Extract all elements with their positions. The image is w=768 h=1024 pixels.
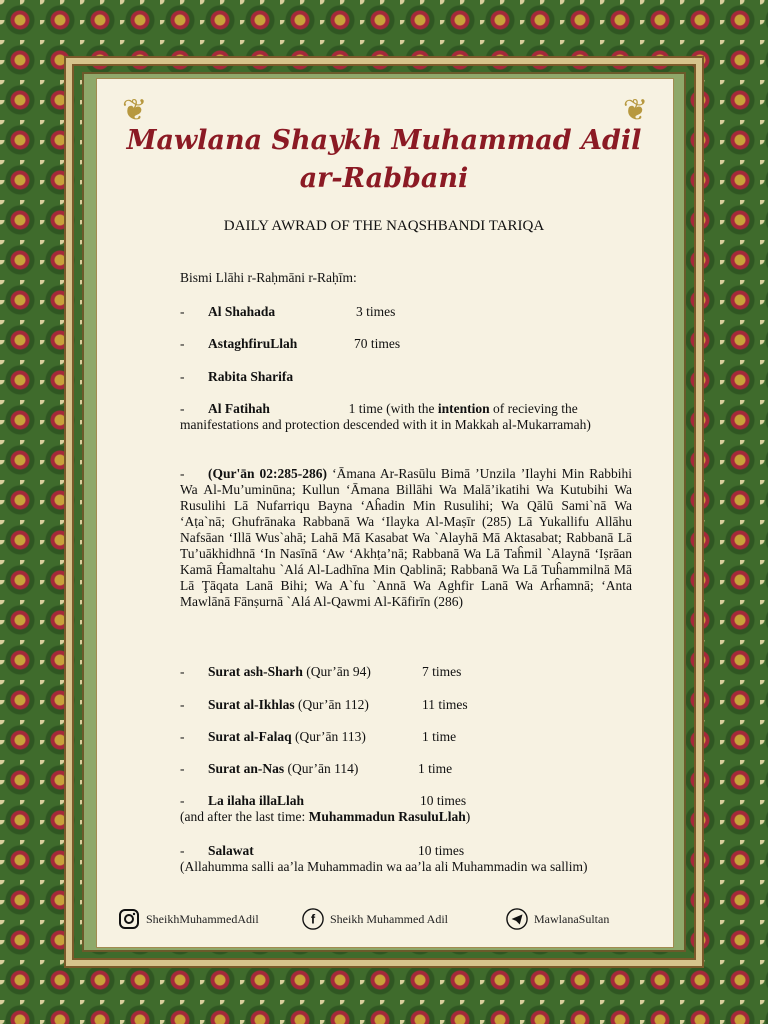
instagram-icon xyxy=(118,908,140,930)
list-item xyxy=(180,729,632,745)
item-count: 1 time xyxy=(348,401,383,416)
item-dash: - xyxy=(180,761,185,776)
item-note: (Allahumma salli aa’la Muhammadin wa aa’la ali Muhammadin wa sallim) xyxy=(180,859,588,874)
list-item xyxy=(180,336,632,352)
item-note-post: ) xyxy=(465,809,471,824)
item-dash: - xyxy=(180,466,185,481)
list-item xyxy=(180,304,632,320)
list-item xyxy=(180,369,632,385)
item-count: 1 time xyxy=(422,729,457,744)
item-text: ‘Āmana Ar-Rasūlu Bimā ʼUnzila ʼIlayhi Min Rabbihi Wa Al-Mu’uminūna; Kullun ‘Āmana Billāhi Wa Malā’ikatihi Wa Kutubihi Wa Rusulihi Lā Nufarriqu Bayna ‘Aĥadin Min Rusulihi; Wa Qālū Sami`nā Wa ‘Aṭa`nā; Ghufrānaka Rabbanā Wa ‘Ilayka Al-Maṣīr (285) Lā Yukallifu Allāhu Nafsāan ‘Illā Wus`ahā; Lahā Mā Kasabat Wa `Alayhā Mā Aktasabat; Rabbanā Lā Tu’uākhidhnā ‘In Nasīnā ‘Aw ‘Akhṭa’nā; Rabbanā Wa Lā Taĥmil `Alaynā ‘Iṣrāan Kamā Ĥamaltahu `Alá Al-Ladhīna Min Qablinā; Rabbanā Wa Lā Tuĥammilnā Mā Lā Ţāqata Lanā Bihi; Wa A`fu `Annā Wa Aghfir Lanā Wa Arĥamnā; ‘Anta Mawlānā Fānṣurnā `Alá Al-Qawmi Al-Kāfirīn (286) xyxy=(180,466,633,609)
item-dash: - xyxy=(180,697,185,712)
list-item xyxy=(180,697,632,713)
item-name: Surat an-Nas xyxy=(208,761,285,776)
facebook-link[interactable] xyxy=(302,908,448,930)
corner-flourish-right-icon: ❦ xyxy=(622,94,648,127)
item-dash: - xyxy=(180,843,185,858)
page-subtitle: DAILY AWRAD OF THE NAQSHBANDI TARIQA xyxy=(223,218,545,234)
item-dash: - xyxy=(180,793,185,808)
item-ref: (Qur’ān 112) xyxy=(298,697,369,712)
facebook-icon xyxy=(302,908,324,930)
item-dash: - xyxy=(180,304,185,319)
telegram-handle: MawlanaSultan xyxy=(534,911,610,926)
item-note-bold: Muhammadun RasuluLlah xyxy=(308,809,466,824)
item-name: Surat al-Ikhlas xyxy=(208,697,295,712)
item-name: La ilaha illaLlah xyxy=(208,793,305,808)
list-item xyxy=(180,793,632,825)
list-item xyxy=(180,401,632,433)
item-name: (Qur'ān 02:285-286) xyxy=(208,466,328,481)
item-text-pre: (with the xyxy=(386,401,435,416)
list-item xyxy=(180,843,632,875)
item-count: 3 times xyxy=(356,304,396,319)
item-name: Salawat xyxy=(208,843,254,858)
item-ref: (Qur’ān 114) xyxy=(287,761,359,776)
item-name: Al Shahada xyxy=(208,304,276,319)
item-count: 70 times xyxy=(354,336,401,351)
list-item xyxy=(180,664,632,680)
corner-flourish-left-icon: ❦ xyxy=(122,94,148,127)
svg-text:f: f xyxy=(310,911,316,927)
list-item xyxy=(180,466,632,610)
item-text-post: of recieving the manifestations and protection descended with it in Makkah al-Mukarramah) xyxy=(180,401,591,432)
instagram-handle: SheikhMuhammedAdil xyxy=(146,911,259,926)
item-note-pre: (and after the last time: xyxy=(180,809,306,824)
item-count: 10 times xyxy=(418,843,465,858)
item-dash: - xyxy=(180,401,185,416)
item-name: Surat al-Falaq xyxy=(208,729,292,744)
item-dash: - xyxy=(180,336,185,351)
item-count: 11 times xyxy=(422,697,468,712)
page-title-line2: ar-Rabbani xyxy=(299,163,469,194)
item-dash: - xyxy=(180,664,185,679)
item-count: 1 time xyxy=(418,761,453,776)
list-item xyxy=(180,761,632,777)
telegram-link[interactable] xyxy=(506,908,609,930)
item-dash: - xyxy=(180,369,185,384)
item-ref: (Qur’ān 113) xyxy=(295,729,366,744)
item-text-bold: intention xyxy=(437,401,490,416)
item-name: Surat ash-Sharh xyxy=(208,664,303,679)
item-ref: (Qur’ān 94) xyxy=(306,664,371,679)
instagram-link[interactable] xyxy=(118,908,259,930)
telegram-icon xyxy=(506,908,528,930)
item-name: Al Fatihah xyxy=(208,401,270,416)
item-dash: - xyxy=(180,729,185,744)
bismillah: Bismi Llāhi r-Raḥmāni r-Raḥīm: xyxy=(180,270,357,285)
facebook-handle: Sheikh Muhammed Adil xyxy=(330,911,448,926)
page-title: Mawlana Shaykh Muhammad Adil xyxy=(126,125,642,156)
item-count: 10 times xyxy=(420,793,467,808)
item-name: Rabita Sharifa xyxy=(208,369,294,384)
item-name: AstaghfiruLlah xyxy=(208,336,298,351)
item-count: 7 times xyxy=(422,664,462,679)
